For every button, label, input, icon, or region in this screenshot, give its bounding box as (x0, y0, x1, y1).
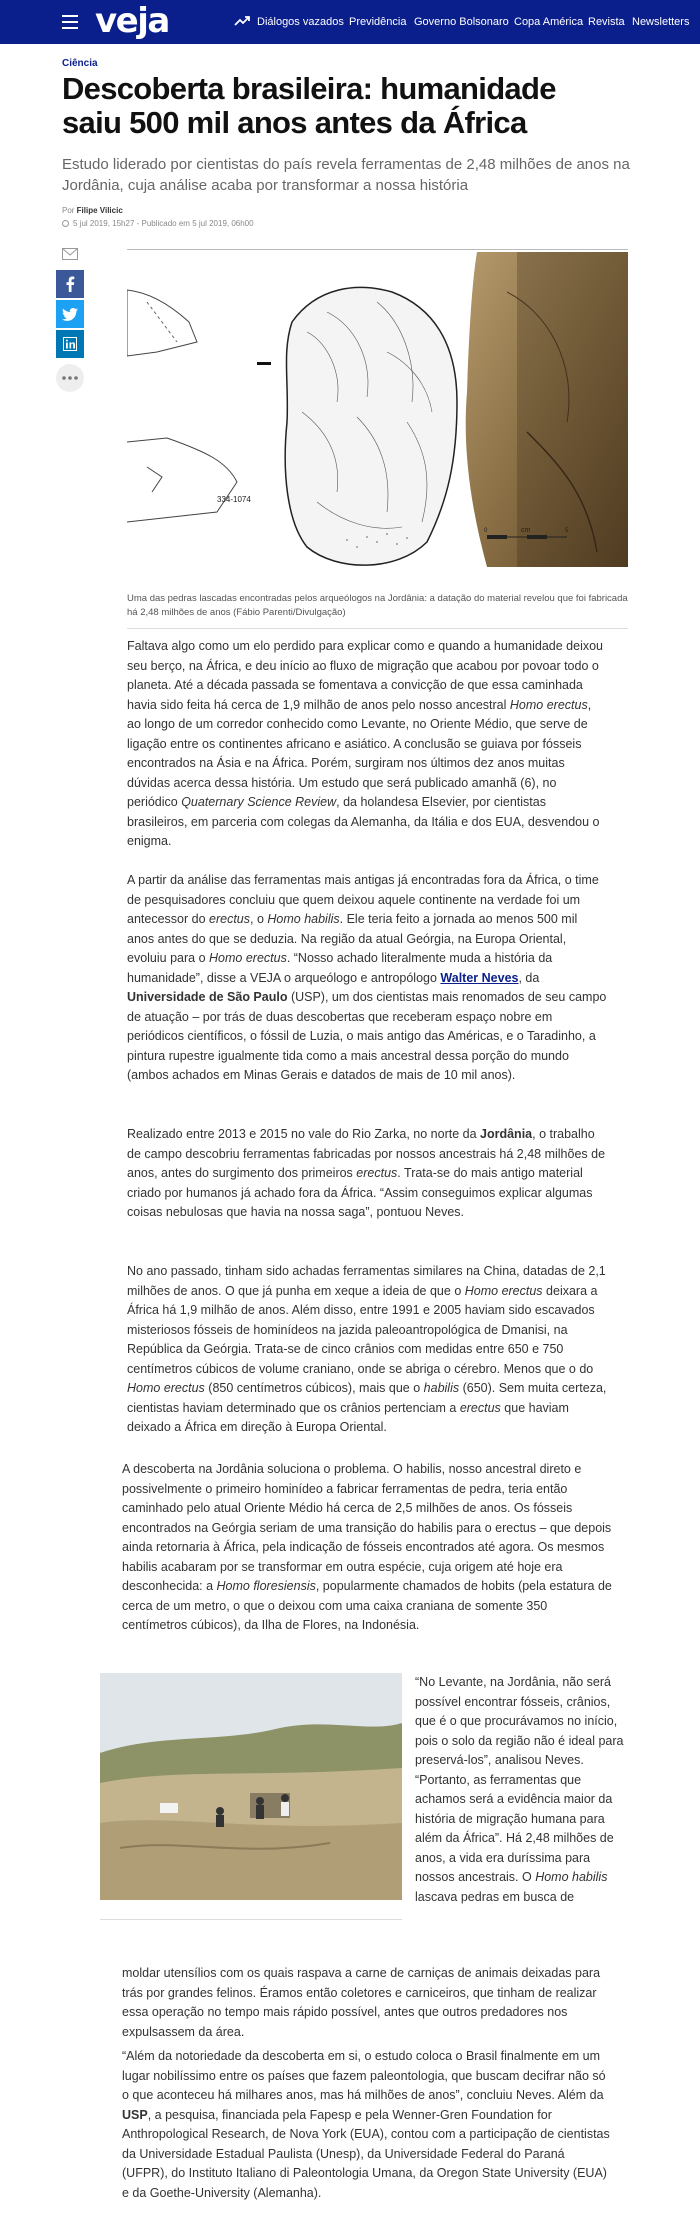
share-twitter-button[interactable] (56, 300, 84, 328)
scale-five-label: 5 (565, 528, 569, 534)
body-paragraph-7 (122, 2047, 612, 2203)
caption-rule (127, 628, 628, 629)
figure-caption: Uma das pedras lascadas encontradas pelos arqueólogos na Jordânia: a datação do material revelou que foi fabricada há 2,48 milhões de anos (Fábio Parenti/Divulgação) (127, 593, 628, 618)
text-run: No ano passado, tinham sido achadas ferramentas similares na China, datadas de 2,1 milhões de anos. O que já punha em xeque a ideia de que o (127, 1264, 606, 1298)
article-subtitle: Estudo liderado por cientistas do país revela ferramentas de 2,48 milhões de anos na Jordânia, cuja análise acaba por transformar a nossa história (62, 156, 630, 194)
text-run: Faltava algo como um elo perdido para explicar como e quando a humanidade deixou seu berço, na África, e deu início ao fluxo de migração que acabou por povoar todo o planeta. Até a década passada se fomentava a convicção de que essa caminhada havia sido feita há cerca de 1,9 milhão de anos pelo nosso ancestral (127, 639, 603, 712)
scale-unit-label: cm (521, 527, 531, 534)
body-paragraph-1 (127, 637, 607, 852)
text-run: Realizado entre 2013 e 2015 no vale do Rio Zarka, no norte da (127, 1127, 481, 1141)
text-run: A descoberta na Jordânia soluciona o problema. O habilis, nosso ancestral direto e possivelmente o primeiro hominídeo a fabricar ferramentas de pedra, teria então caminhado pelo atual Oriente Médio há cerca de 2,5 milhões de anos. Os fósseis encontrados na Geórgia seriam de uma transição do habilis para o erectus – que depois ainda retornaria à África, pela indicação de fósseis encontrados até agora. Os mesmos habilis acabaram por se transformar em outra espécie, cuja origem até hoje era desconhecida: a (122, 1462, 612, 1593)
italic-term: Homo floresiensis (216, 1579, 316, 1593)
text-run: (USP), um dos cientistas mais renomados de seu campo de atuação – por trás de duas descobertas que receberam espaço nobre em periódicos científicos, o fóssil de Luzia, o mais antigo das Américas, e o Taradinho, a pintura rupestre igualmente tida como a mais ancestral dessa porção do mundo (ambos achados em Minas Gerais e datados de mais de 10 mil anos). (127, 990, 607, 1082)
text-run: , popularmente chamados de hobits (pela estatura de cerca de um metro, o que o deixou com uma caixa craniana de somente 350 centímetros cúbicos), da Ilha de Flores, na Indonésia. (122, 1579, 612, 1632)
body-paragraph-5 (122, 1460, 612, 1636)
body-paragraph-6-continued (122, 1964, 612, 2042)
figure-top-rule (127, 249, 628, 250)
facebook-icon (65, 276, 75, 292)
text-run: (650). Sem muita certeza, cientistas haviam determinado que os crânios pertenciam a (127, 1381, 607, 1415)
text-run: deixara a África há 1,9 milhão de anos. Além disso, entre 1991 e 2005 haviam sido escavados misteriosos fósseis de hominídeos na jazida paleoantropológica de Dmanisi, na República da Geórgia. Trata-se de cinco crânios com medidas entre 650 e 750 centímetros cúbicos de volume craniano, onde se abriga o cérebro. Menos que o do (127, 1283, 598, 1376)
more-dots-icon (61, 376, 79, 380)
italic-term: habilis (423, 1381, 460, 1395)
text-run: , o trabalho de campo descobriu ferramentas fabricadas por nossos ancestrais há 2,48 milhões de anos, antes do surgimento dos primeiros (127, 1127, 606, 1180)
photo-rule (100, 1919, 402, 1920)
body-paragraph-2 (127, 871, 607, 1086)
text-run: “No Levante, na Jordânia, não será possível encontrar fósseis, crânios, que é o que procurávamos no início, pois o solo da região não é ideal para preservá-los”, analisou Neves. “Portanto, as ferramentas que achamos será a evidência maior da história de migração humana para além da África”. Há 2,48 milhões de anos, a vida era duríssima para nossos ancestrais. O (415, 1675, 624, 1884)
veja-logo[interactable]: veja (95, 1, 169, 41)
italic-term: Homo erectus (509, 697, 588, 712)
share-email-button[interactable] (56, 240, 84, 268)
clock-icon (62, 220, 69, 227)
section-kicker[interactable]: Ciência (62, 58, 98, 69)
italic-term: Quaternary Science Review (181, 795, 337, 809)
mail-icon (62, 248, 78, 260)
nav-link-newsletters[interactable]: Newsletters (632, 16, 690, 28)
linkedin-icon (63, 337, 77, 351)
text-run: , da holandesa Elsevier, por cientistas brasileiros, em parceria com colegas da Alemanha, da Itália e dos EUA, desvendou o enigma. (127, 795, 600, 848)
author-link[interactable]: Walter Neves (440, 970, 519, 985)
text-run: . Trata-se do mais antigo material criado por humanos já achado fora da África. “Assim conseguimos explicar algumas coisas nebulosas que havia na nossa saga”, pontuou Neves. (127, 1166, 593, 1219)
excavation-photo (100, 1673, 402, 1900)
bold-term: Universidade de São Paulo (127, 990, 288, 1004)
text-run: . Ele teria feito a jornada ao menos 500 mil anos antes do que se deduzia. Na região da atual Geórgia, na Europa Oriental, evoluiu para o (127, 912, 578, 965)
twitter-icon (62, 308, 78, 321)
text-run: que haviam deixado a África em direção à Europa Oriental. (127, 1400, 569, 1434)
text-run: lascava pedras em busca de (415, 1889, 575, 1904)
article-headline: Descoberta brasileira: humanidade saiu 500 mil anos antes da África (62, 71, 556, 140)
nav-link-governo-bolsonaro[interactable]: Governo Bolsonaro (414, 16, 509, 28)
nav-link-previdencia[interactable]: Previdência (349, 16, 407, 28)
byline (62, 206, 123, 215)
italic-term: erectus (209, 912, 250, 926)
text-run: moldar utensílios com os quais raspava a carne de carniças de animais deixadas para trás por grandes felinos. Éramos então coletores e carniceiros, que tinham de realizar essa operação no tempo mais rápido possível, antes que outros predadores nos expulsassem da área. (122, 1966, 601, 2039)
italic-term: erectus (356, 1166, 398, 1180)
bold-term: Jordânia (480, 1127, 533, 1141)
text-run: , a pesquisa, financiada pela Fapesp e pela Wenner-Gren Foundation for Anthropological Research, de Nova York (EUA), contou com a participação de cientistas da Universidade Estadual Paulista (Unesp), da Universidade Federal do Paraná (UFPR), do Instituto Italiano di Paleontologia Umana, da Oregon State University (EUA) e da Goethe-University (Alemanha). (122, 2107, 610, 2200)
share-linkedin-button[interactable] (56, 330, 84, 358)
stone-tool-illustration (127, 252, 628, 567)
sketch-label: 334-1074 (217, 495, 251, 504)
body-paragraph-6 (415, 1673, 625, 1907)
italic-term: Homo habilis (535, 1870, 608, 1884)
text-run: , da (518, 970, 540, 985)
text-run: , o (250, 912, 268, 926)
excavation-scene (100, 1673, 402, 1900)
author-name[interactable]: Filipe Vilicic (76, 206, 123, 215)
nav-link-copa-america[interactable]: Copa América (514, 16, 584, 28)
top-navigation-bar (0, 0, 700, 44)
bold-term: USP (122, 2107, 148, 2122)
scale-zero-label: 0 (484, 528, 488, 534)
stone-tool-figure (127, 252, 628, 567)
italic-term: Homo habilis (267, 912, 340, 926)
italic-term: Homo erectus (127, 1381, 205, 1395)
body-paragraph-3 (127, 1125, 607, 1223)
text-run: (850 centímetros cúbicos), mais que o (204, 1381, 424, 1395)
text-run: A partir da análise das ferramentas mais antigas já encontradas fora da África, o time de pesquisadores concluiu que quem deixou aquele continente na verdade foi um antecessor do (127, 873, 599, 926)
nav-link-dialogos-vazados[interactable]: Diálogos vazados (257, 16, 344, 28)
text-run: . “Nosso achado literalmente muda a história da humanidade”, disse a VEJA o arqueólogo e antropólogo (127, 951, 553, 985)
hamburger-menu-icon[interactable] (62, 15, 78, 29)
share-more-button[interactable] (56, 364, 84, 392)
publish-dates (62, 219, 254, 228)
byline-prefix: Por (62, 206, 77, 215)
trending-up-icon (234, 15, 250, 27)
text-run: , ao longo de um corredor conhecido como Levante, no Oriente Médio, que serve de ligação entre os continentes africano e asiático. A conclusão se guiava por fósseis encontrados na Ásia e na África. Porém, surgiram nos últimos dez anos muitas dúvidas acerca dessa história. Um estudo que será publicado amanhã (6), no periódico (127, 697, 592, 809)
nav-link-revista[interactable]: Revista (588, 16, 625, 28)
italic-term: Homo erectus (464, 1283, 543, 1298)
share-facebook-button[interactable] (56, 270, 84, 298)
italic-term: erectus (459, 1400, 501, 1415)
publish-dates-text: 5 jul 2019, 15h27 - Publicado em 5 jul 2019, 06h00 (73, 219, 254, 228)
italic-term: Homo erectus (209, 951, 287, 965)
text-run: “Além da notoriedade da descoberta em si, o estudo coloca o Brasil finalmente em um lugar nobilíssimo entre os países que fazem paleontologia, que buscam decifrar não só o que aconteceu há milhares anos, mas há milhões de anos”, concluiu Neves. Além da (122, 2049, 606, 2102)
body-paragraph-4 (127, 1262, 607, 1438)
